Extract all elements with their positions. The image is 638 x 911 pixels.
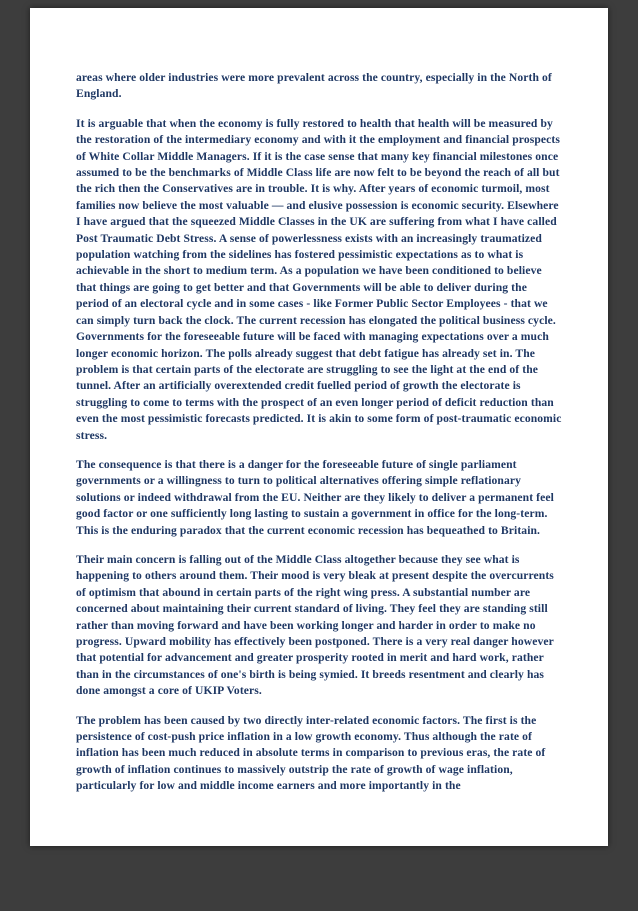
paragraph: The consequence is that there is a danger for the foreseeable future of single parliament governments or a willingness to turn to political alternatives offering simple reflationary solutions or indeed withdrawal from the EU. Neither are they likely to deliver a permanent feel good factor or one sufficiently long lasting to sustain a government in office for the long-term. This is the enduring paradox that the current economic recession has bequeathed to Britain. <box>76 457 554 537</box>
paragraph: Their main concern is falling out of the Middle Class altogether because they see what is happening to others around them. Their mood is very bleak at present despite the overcurrents of optimism that abound in certain parts of the right wing press. A substantial number are concerned about maintaining their current standard of living. They feel they are standing still rather than moving forward and have been working longer and harder in order to make no progress. Upward mobility has effectively been postponed. There is a very real danger however that potential for advancement and greater prosperity rooted in merit and hard work, rather than in the circumstances of one's birth is being symied. It breeds resentment and clearly has done amongst a core of UKIP Voters. <box>76 552 554 698</box>
document-page <box>30 8 608 846</box>
paragraph: It is arguable that when the economy is fully restored to health that health will be measured by the restoration of the intermediary economy and with it the employment and financial prospects of White Collar Middle Managers. If it is the case sense that many key financial milestones once assumed to be the benchmarks of Middle Class life are now felt to be beyond the reach of all but the rich then the Conservatives are in trouble. It is why. After years of economic turmoil, most families now believe the most valuable — and elusive possession is economic security. Elsewhere I have argued that the squeezed Middle Classes in the UK are suffering from what I have called Post Traumatic Debt Stress. A sense of powerlessness exists with an increasingly traumatized population watching from the sidelines has fostered pessimistic expectations as to what is achievable in the short to medium term. As a population we have been conditioned to believe that things are going to get better and that Governments will be able to deliver during the period of an electoral cycle and in some cases - like Former Public Sector Employees - that we can simply turn back the clock. The current recession has elongated the political business cycle. Governments for the foreseeable future will be faced with managing expectations over a much longer economic horizon. The polls already suggest that debt fatigue has already set in. The problem is that certain parts of the electorate are struggling to see the light at the end of the tunnel. After an artificially overextended credit fuelled period of growth the electorate is struggling to come to terms with the prospect of an even longer period of deficit reduction than even the most pessimistic forecasts predicted. It is akin to some form of post-traumatic economic stress. <box>76 116 562 442</box>
paragraph: The problem has been caused by two directly inter-related economic factors. The first is the persistence of cost-push price inflation in a low growth economy. Thus although the rate of inflation has been much reduced in absolute terms in comparison to previous eras, the rate of growth of inflation continues to massively outstrip the rate of growth of wage inflation, particularly for low and middle income earners and more importantly in the <box>76 713 546 793</box>
document-body <box>76 70 562 795</box>
paragraph: areas where older industries were more prevalent across the country, especially in the North of England. <box>76 71 552 101</box>
